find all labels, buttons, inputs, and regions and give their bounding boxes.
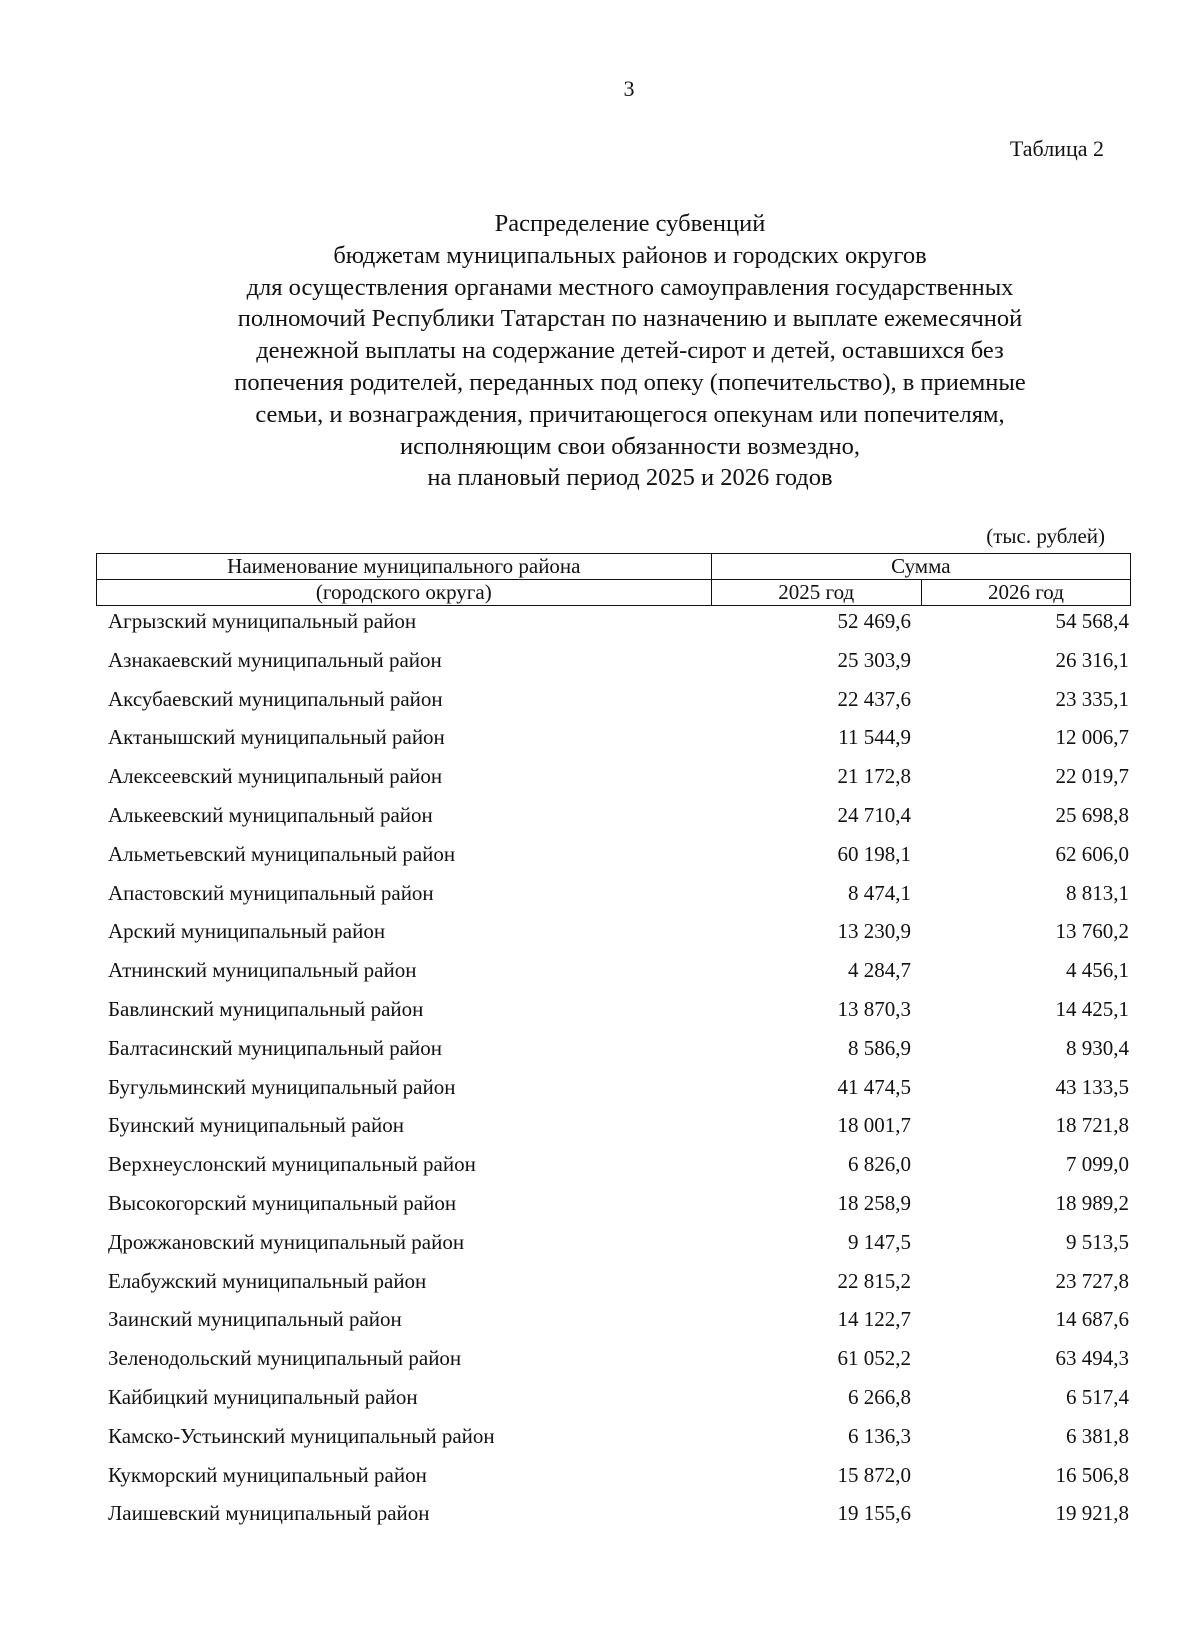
row-value-2026: 19 921,8 — [1055, 1501, 1129, 1526]
table-row — [96, 919, 1131, 958]
row-district-name: Кайбицкий муниципальный район — [108, 1384, 418, 1409]
row-district-name: Арский муниципальный район — [108, 919, 386, 944]
title-line: денежной выплаты на содержание детей-сирот и детей, оставшихся без — [256, 337, 1004, 365]
row-value-2025: 15 872,0 — [837, 1462, 911, 1487]
row-value-2026: 16 506,8 — [1055, 1462, 1129, 1487]
table-body — [96, 609, 1131, 1540]
row-value-2026: 4 456,1 — [1066, 958, 1129, 983]
row-value-2026: 18 721,8 — [1055, 1113, 1129, 1138]
table-row — [96, 687, 1131, 726]
row-value-2026: 14 687,6 — [1055, 1307, 1129, 1332]
row-value-2025: 13 230,9 — [837, 919, 911, 944]
row-value-2025: 22 437,6 — [837, 686, 911, 711]
row-district-name: Зеленодольский муниципальный район — [108, 1346, 462, 1371]
table-row — [96, 1385, 1131, 1424]
title-line: Распределение субвенций — [494, 210, 766, 237]
row-district-name: Камско-Устьинский муниципальный район — [108, 1423, 495, 1448]
table-row — [96, 1230, 1131, 1269]
row-value-2025: 24 710,4 — [837, 802, 911, 827]
row-district-name: Альметьевский муниципальный район — [108, 841, 456, 866]
row-value-2026: 62 606,0 — [1055, 841, 1129, 866]
page-number: 3 — [623, 76, 635, 101]
row-district-name: Бугульминский муниципальный район — [108, 1074, 456, 1099]
table-row — [96, 609, 1131, 648]
table-row — [96, 1307, 1131, 1346]
row-district-name: Заинский муниципальный район — [108, 1307, 402, 1332]
row-value-2025: 8 474,1 — [847, 880, 911, 905]
table-row — [96, 1424, 1131, 1463]
title-line: на плановый период 2025 и 2026 годов — [427, 464, 833, 492]
title-line: для осуществления органами местного самоуправления государственных — [246, 273, 1014, 301]
units-label: (тыс. рублей) — [986, 524, 1105, 548]
table-row — [96, 1113, 1131, 1152]
row-value-2025: 6 136,3 — [847, 1423, 911, 1448]
row-district-name: Азнакаевский муниципальный район — [108, 647, 442, 672]
row-value-2025: 18 001,7 — [837, 1113, 911, 1138]
row-district-name: Актанышский муниципальный район — [108, 725, 445, 750]
row-value-2025: 6 826,0 — [847, 1152, 911, 1177]
table-row — [96, 997, 1131, 1036]
table-row — [96, 1501, 1131, 1540]
table-row — [96, 764, 1131, 803]
row-district-name: Дрожжановский муниципальный район — [108, 1229, 465, 1254]
title-line: бюджетам муниципальных районов и городских округов — [333, 241, 927, 269]
table-row — [96, 803, 1131, 842]
data-table — [96, 609, 1131, 1540]
row-district-name: Кукморский муниципальный район — [108, 1462, 427, 1487]
row-value-2026: 23 727,8 — [1055, 1268, 1129, 1293]
header-year-2025: 2025 год — [711, 580, 921, 606]
table-row — [96, 1152, 1131, 1191]
row-value-2026: 13 760,2 — [1055, 919, 1129, 944]
row-district-name: Лаишевский муниципальный район — [108, 1501, 430, 1526]
table-row — [96, 842, 1131, 881]
row-value-2026: 63 494,3 — [1055, 1346, 1129, 1371]
row-district-name: Высокогорский муниципальный район — [108, 1190, 457, 1215]
row-value-2025: 60 198,1 — [837, 841, 911, 866]
table-row — [96, 881, 1131, 920]
table-row — [96, 958, 1131, 997]
row-value-2025: 14 122,7 — [837, 1307, 911, 1332]
row-value-2025: 41 474,5 — [837, 1074, 911, 1099]
header-name-top: Наименование муниципального района — [97, 554, 712, 580]
row-value-2026: 23 335,1 — [1055, 686, 1129, 711]
row-value-2026: 26 316,1 — [1055, 647, 1129, 672]
row-value-2026: 12 006,7 — [1055, 725, 1129, 750]
row-value-2025: 6 266,8 — [847, 1384, 911, 1409]
row-value-2026: 14 425,1 — [1055, 996, 1129, 1021]
title-line: полномочий Республики Татарстан по назначению и выплате ежемесячной — [237, 305, 1023, 333]
table-row — [96, 1463, 1131, 1502]
row-value-2026: 6 517,4 — [1066, 1384, 1129, 1409]
table-row — [96, 1075, 1131, 1114]
title-line: попечения родителей, переданных под опеку (попечительство), в приемные — [234, 368, 1026, 396]
row-value-2026: 9 513,5 — [1066, 1229, 1129, 1254]
row-value-2025: 13 870,3 — [837, 996, 911, 1021]
row-value-2025: 21 172,8 — [837, 764, 911, 789]
row-value-2026: 18 989,2 — [1055, 1190, 1129, 1215]
row-value-2025: 22 815,2 — [837, 1268, 911, 1293]
document-title — [130, 208, 1130, 494]
row-value-2025: 61 052,2 — [837, 1346, 911, 1371]
table-row — [96, 1036, 1131, 1075]
header-sum: Сумма — [711, 554, 1130, 580]
table-row — [96, 725, 1131, 764]
row-value-2026: 8 930,4 — [1066, 1035, 1129, 1060]
row-value-2026: 6 381,8 — [1066, 1423, 1129, 1448]
row-district-name: Агрызский муниципальный район — [108, 609, 417, 633]
table-row — [96, 1346, 1131, 1385]
row-district-name: Верхнеуслонский муниципальный район — [108, 1152, 476, 1177]
table-row — [96, 1269, 1131, 1308]
row-value-2025: 11 544,9 — [838, 725, 911, 750]
row-value-2025: 52 469,6 — [837, 609, 911, 633]
row-district-name: Алькеевский муниципальный район — [108, 802, 433, 827]
row-district-name: Аксубаевский муниципальный район — [108, 686, 443, 711]
table-label: Таблица 2 — [1009, 136, 1104, 161]
row-district-name: Атнинский муниципальный район — [108, 958, 417, 983]
row-value-2026: 54 568,4 — [1055, 609, 1129, 633]
header-year-2026: 2026 год — [921, 580, 1130, 606]
row-value-2026: 7 099,0 — [1066, 1152, 1129, 1177]
row-district-name: Буинский муниципальный район — [108, 1113, 404, 1138]
row-district-name: Балтасинский муниципальный район — [108, 1035, 443, 1060]
row-value-2025: 25 303,9 — [837, 647, 911, 672]
row-value-2025: 19 155,6 — [837, 1501, 911, 1526]
row-value-2026: 43 133,5 — [1055, 1074, 1129, 1099]
row-district-name: Бавлинский муниципальный район — [108, 996, 424, 1021]
title-line: исполняющим свои обязанности возмездно, — [400, 432, 860, 460]
row-district-name: Апастовский муниципальный район — [108, 880, 434, 905]
table-row — [96, 648, 1131, 687]
row-district-name: Елабужский муниципальный район — [108, 1268, 427, 1293]
row-value-2026: 25 698,8 — [1055, 802, 1129, 827]
row-district-name: Алексеевский муниципальный район — [108, 764, 443, 789]
header-name-bottom: (городского округа) — [97, 580, 712, 606]
table-header — [96, 553, 1131, 606]
row-value-2026: 8 813,1 — [1066, 880, 1129, 905]
row-value-2025: 18 258,9 — [837, 1190, 911, 1215]
row-value-2026: 22 019,7 — [1055, 764, 1129, 789]
row-value-2025: 4 284,7 — [847, 958, 911, 983]
title-line: семьи, и вознаграждения, причитающегося опекунам или попечителям, — [255, 400, 1005, 428]
row-value-2025: 9 147,5 — [847, 1229, 911, 1254]
table-row — [96, 1191, 1131, 1230]
row-value-2025: 8 586,9 — [847, 1035, 911, 1060]
